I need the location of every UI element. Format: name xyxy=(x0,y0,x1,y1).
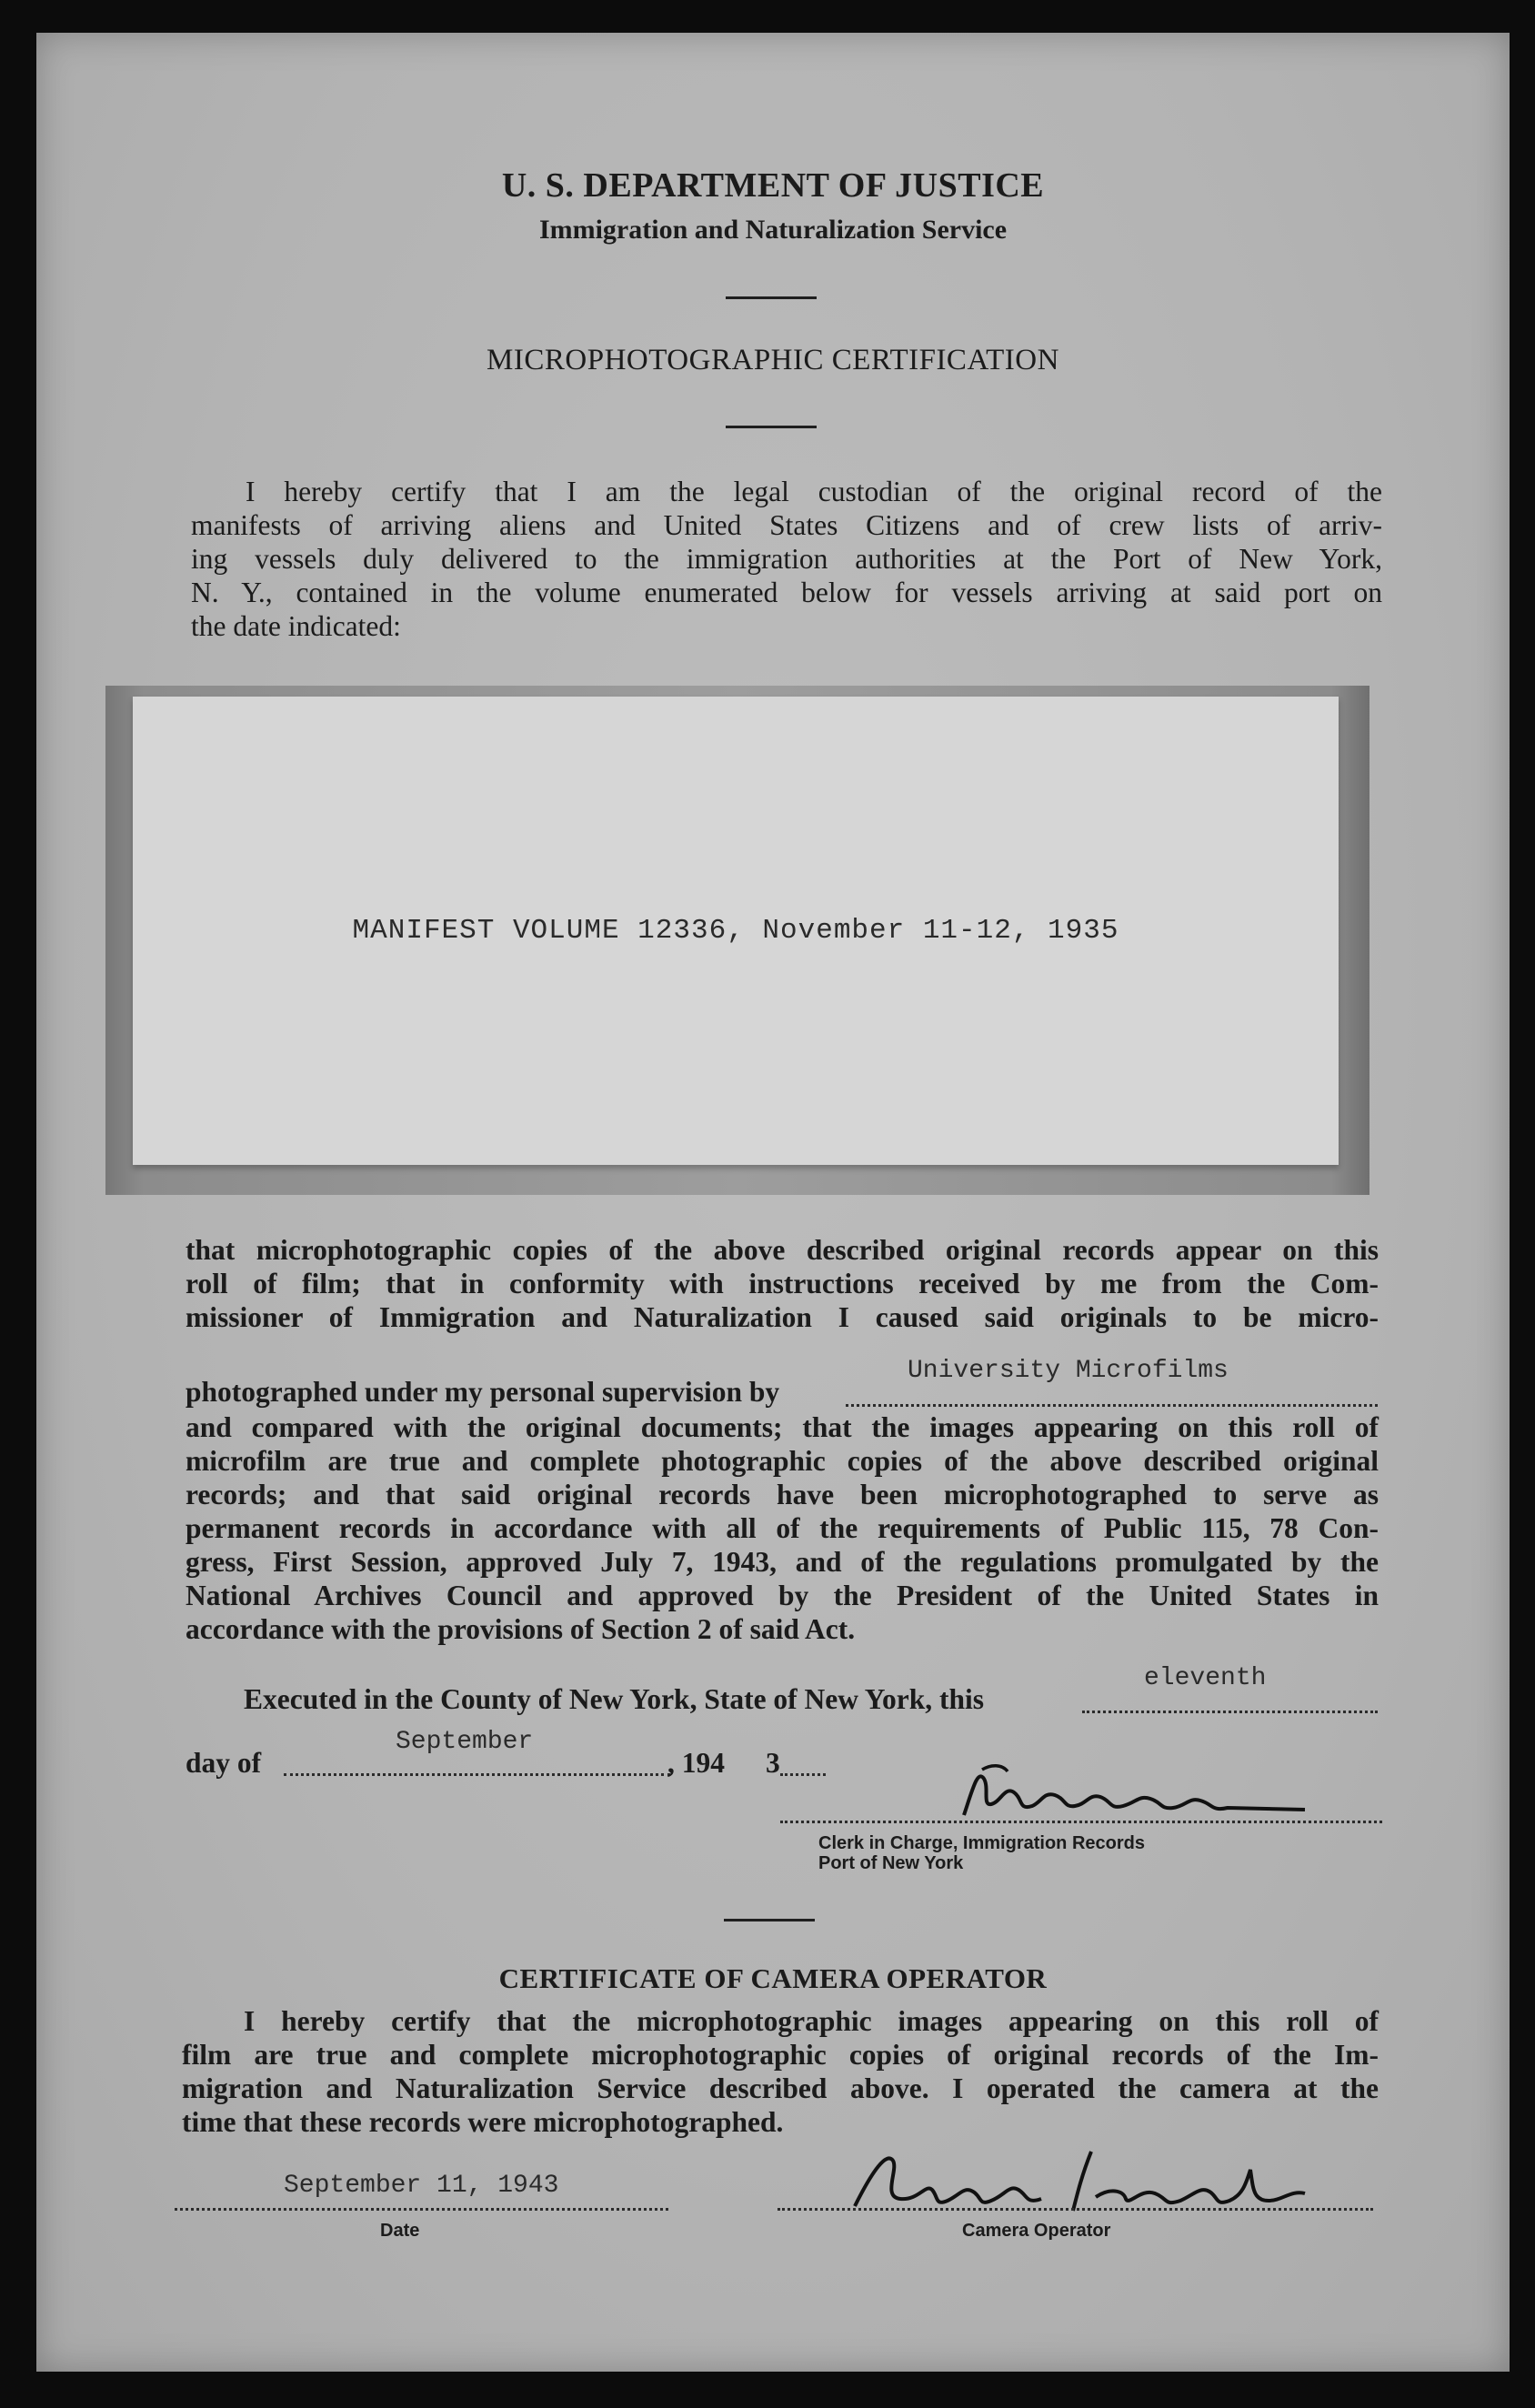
paragraph-line: missioner of Immigration and Naturalization I caused said originals to be micro- xyxy=(186,1301,1379,1333)
clerk-title-line: Port of New York xyxy=(818,1853,964,1873)
intro-paragraph xyxy=(191,475,1382,643)
supervision-fill-line xyxy=(846,1404,1378,1407)
date-label: Date xyxy=(380,2221,420,2241)
executed-line xyxy=(244,1682,1153,1716)
paragraph-line: film are true and complete microphotographic copies of original records of the Im- xyxy=(182,2039,1379,2071)
paragraph-line: microfilm are true and complete photographic copies of the above described original xyxy=(186,1445,1379,1477)
paragraph-line: manifests of arriving aliens and United States Citizens and of crew lists of arriv- xyxy=(191,509,1382,541)
date-fill-line xyxy=(175,2208,668,2211)
executed-prefix: Executed in the County of New York, State of New York, this xyxy=(244,1683,985,1715)
supervision-prefix: photographed under my personal supervision by xyxy=(186,1376,780,1408)
day-of-label: day of xyxy=(186,1747,262,1779)
year-prefix: , 194 xyxy=(667,1747,725,1779)
supervision-value: University Microfilms xyxy=(908,1357,1229,1385)
paragraph-line: accordance with the provisions of Section 2 of said Act. xyxy=(186,1613,856,1645)
paragraph-line: migration and Naturalization Service described above. I operated the camera at the xyxy=(182,2072,1379,2104)
paragraph-line: time that these records were microphotographed. xyxy=(182,2106,784,2138)
camera-certificate-title: CERTIFICATE OF CAMERA OPERATOR xyxy=(498,1962,1048,1994)
certification-title: MICROPHOTOGRAPHIC CERTIFICATION xyxy=(487,344,1059,376)
clerk-signature-line xyxy=(780,1821,1382,1823)
year-fill-line xyxy=(780,1773,826,1776)
camera-date-value: September 11, 1943 xyxy=(284,2172,559,2200)
paragraph-line: roll of film; that in conformity with instructions received by me from the Com- xyxy=(186,1268,1379,1299)
manifest-volume-text: MANIFEST VOLUME 12336, November 11-12, 1935 xyxy=(352,915,1119,947)
day-fill-line xyxy=(1082,1711,1378,1713)
paragraph-line: I hereby certify that the microphotographic images appearing on this roll of xyxy=(244,2005,1379,2037)
camera-operator-signature xyxy=(818,2133,1328,2224)
paragraph-line: permanent records in accordance with all of the requirements of Public 115, 78 Con- xyxy=(186,1512,1379,1544)
service-subheading: Immigration and Naturalization Service xyxy=(538,215,1008,245)
divider xyxy=(726,426,817,428)
day-value: eleventh xyxy=(1144,1664,1267,1692)
divider xyxy=(724,1919,815,1921)
paragraph-line: National Archives Council and approved by the President of the United States in xyxy=(186,1580,1379,1611)
paragraph-line: N. Y., contained in the volume enumerated below for vessels arriving at said port on xyxy=(191,577,1382,608)
certificate-sheet xyxy=(36,33,1510,2372)
department-heading: U. S. DEPARTMENT OF JUSTICE xyxy=(501,166,1045,205)
paragraph-line: I hereby certify that I am the legal custodian of the original record of the xyxy=(246,476,1382,507)
body-paragraph-cont xyxy=(186,1410,1379,1646)
clerk-title xyxy=(818,1833,1145,1873)
body-paragraph xyxy=(186,1233,1379,1334)
paragraph-line: and compared with the original documents; that the images appearing on this roll of xyxy=(186,1411,1379,1443)
month-fill-line xyxy=(284,1773,670,1776)
paragraph-line: ing vessels duly delivered to the immigration authorities at the Port of New York, xyxy=(191,543,1382,575)
divider xyxy=(726,296,817,299)
camera-paragraph xyxy=(182,2004,1379,2139)
operator-signature-line xyxy=(778,2208,1373,2211)
paragraph-line: gress, First Session, approved July 7, 1943, and of the regulations promulgated by the xyxy=(186,1546,1379,1578)
paragraph-line: records; and that said original records have been microphotographed to serve as xyxy=(186,1479,1379,1510)
paragraph-line: the date indicated: xyxy=(191,610,401,642)
clerk-title-line: Clerk in Charge, Immigration Records xyxy=(818,1833,1145,1853)
month-value: September xyxy=(396,1728,534,1756)
camera-operator-label: Camera Operator xyxy=(962,2221,1111,2241)
year-digit: 3 xyxy=(766,1747,780,1779)
manifest-slip xyxy=(133,697,1339,1165)
paragraph-line: that microphotographic copies of the above described original records appear on this xyxy=(186,1234,1379,1266)
